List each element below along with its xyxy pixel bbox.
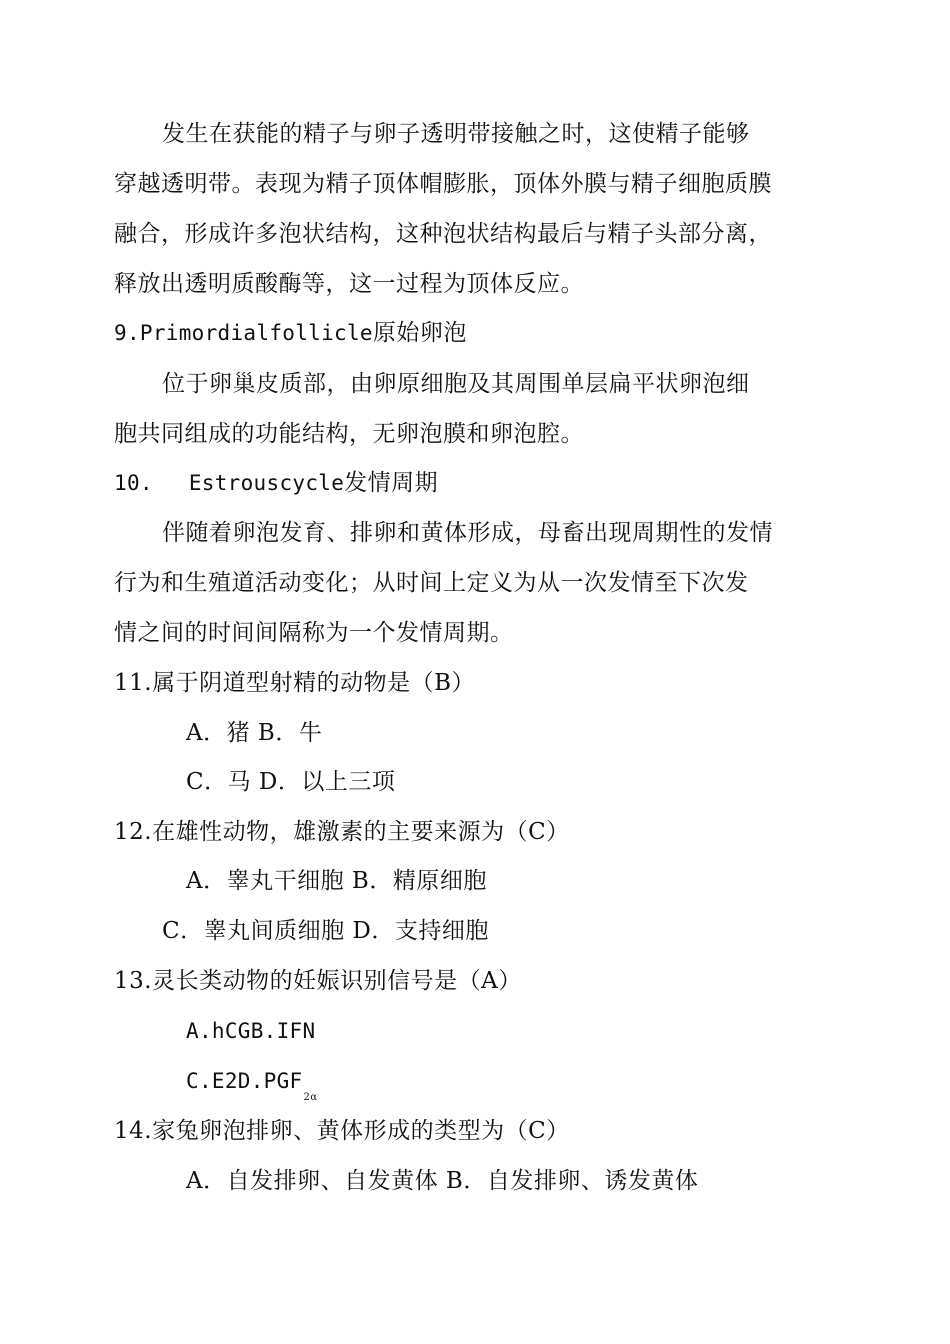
q10-number: 10. bbox=[114, 471, 153, 495]
q11-option-row-2: C．马 D．以上三项 bbox=[186, 769, 396, 795]
acrosome-line-2: 穿越透明带。表现为精子顶体帽膨胀，顶体外膜与精子细胞质膜 bbox=[114, 171, 772, 197]
q9-number: 9. bbox=[114, 321, 140, 345]
q9-title: 原始卵泡 bbox=[372, 320, 467, 346]
q14-stem: 14.家兔卵泡排卵、黄体形成的类型为（C） bbox=[114, 1118, 570, 1144]
acrosome-line-4: 释放出透明质酸酶等，这一过程为顶体反应。 bbox=[114, 271, 584, 297]
q13-option-row-1: A.hCGB.IFN bbox=[186, 1019, 316, 1043]
q10-line-2: 行为和生殖道活动变化；从时间上定义为从一次发情至下次发 bbox=[114, 570, 749, 596]
q11-option-row-1: A．猪 B．牛 bbox=[186, 720, 323, 746]
q10-term: Estrouscycle bbox=[188, 471, 345, 495]
q13-option-row-2-subscript: 2α bbox=[303, 1092, 318, 1103]
q9-term: Primordialfollicle bbox=[139, 321, 373, 345]
acrosome-line-1: 发生在获能的精子与卵子透明带接触之时，这使精子能够 bbox=[162, 121, 750, 147]
q10-line-3: 情之间的时间间隔称为一个发情周期。 bbox=[114, 620, 514, 646]
q12-option-row-2: C．睾丸间质细胞 D．支持细胞 bbox=[162, 918, 489, 944]
q10-heading bbox=[114, 468, 438, 498]
q14-option-row-1: A．自发排卵、自发黄体 B．自发排卵、诱发黄体 bbox=[186, 1168, 699, 1194]
q10-line-1: 伴随着卵泡发育、排卵和黄体形成，母畜出现周期性的发情 bbox=[162, 520, 773, 546]
q9-line-2: 胞共同组成的功能结构，无卵泡膜和卵泡腔。 bbox=[114, 421, 584, 447]
acrosome-line-3: 融合，形成许多泡状结构，这种泡状结构最后与精子头部分离， bbox=[114, 221, 772, 247]
q13-option-row-2-main: C.E2D.PGF bbox=[186, 1069, 303, 1093]
q9-line-1: 位于卵巢皮质部，由卵原细胞及其周围单层扁平状卵泡细 bbox=[162, 371, 750, 397]
q12-stem: 12.在雄性动物，雄激素的主要来源为（C） bbox=[114, 819, 570, 845]
q9-heading bbox=[114, 318, 467, 348]
q11-stem: 11.属于阴道型射精的动物是（B） bbox=[114, 670, 475, 696]
q13-stem: 13.灵长类动物的妊娠识别信号是（A） bbox=[114, 968, 522, 994]
q10-title: 发情周期 bbox=[344, 470, 439, 496]
q13-option-row-2 bbox=[186, 1066, 318, 1101]
q12-option-row-1: A．睾丸干细胞 B．精原细胞 bbox=[186, 868, 487, 894]
